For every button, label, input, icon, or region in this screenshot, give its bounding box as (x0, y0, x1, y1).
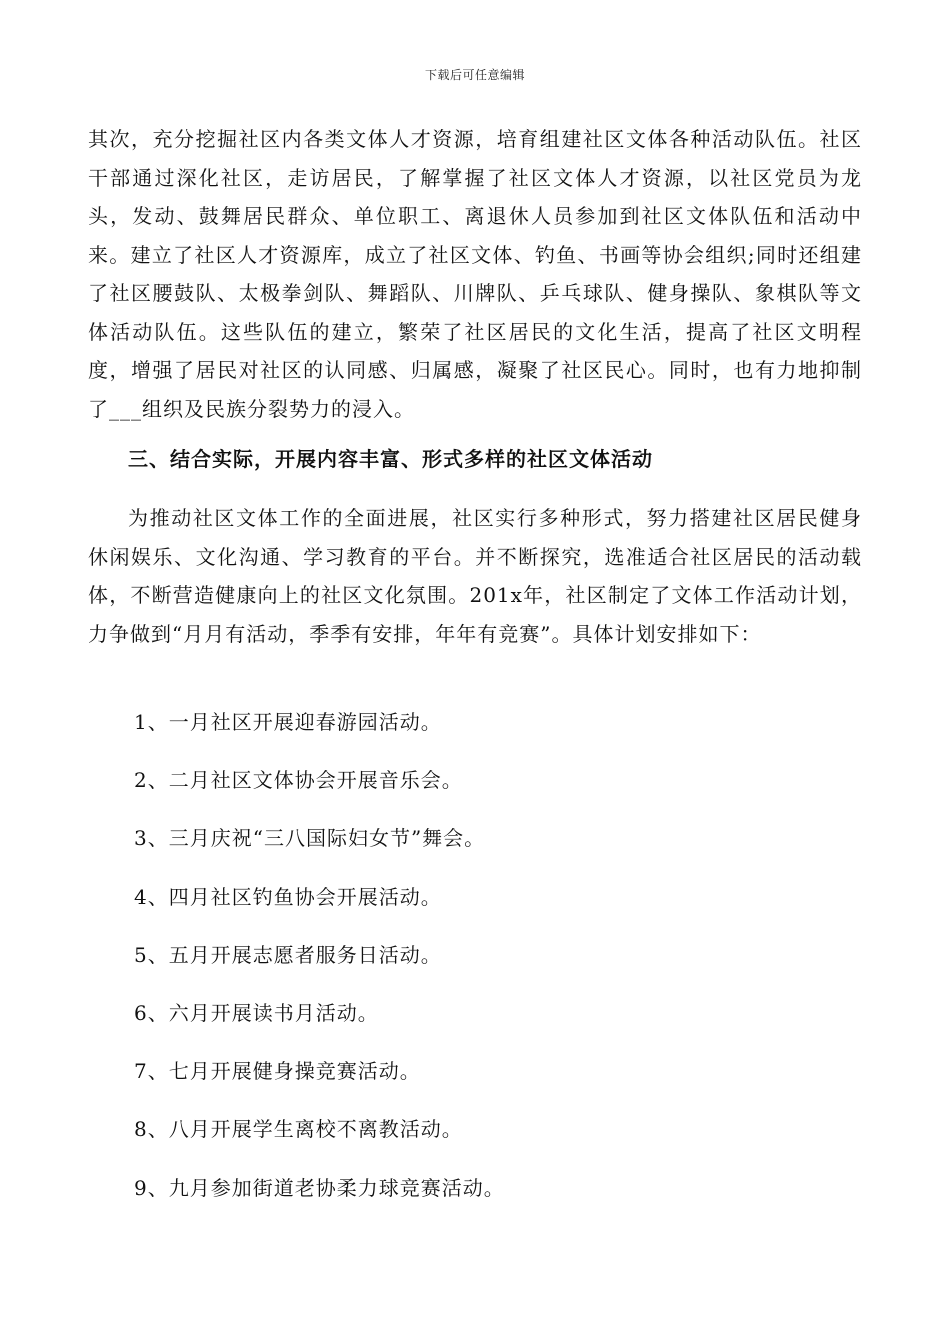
paragraph-activity-plan-intro: 为推动社区文体工作的全面进展，社区实行多种形式，努力搭建社区居民健身休闲娱乐、文化沟通、学习教育的平台。并不断探究，选准适合社区居民的活动载体，不断营造健康向上的社区文化氛围。201x年，社区制定了文体工作活动计划，力争做到“月月有活动，季季有安排，年年有竞赛”。具体计划安排如下： (88, 506, 862, 646)
section-heading-three: 三、结合实际，开展内容丰富、形式多样的社区文体活动 (128, 447, 653, 471)
plan-item: 7、七月开展健身操竞赛活动。 (134, 1059, 421, 1084)
plan-item: 4、四月社区钓鱼协会开展活动。 (134, 884, 442, 909)
paragraph-talent-teams: 其次，充分挖掘社区内各类文体人才资源，培育组建社区文体各种活动队伍。社区干部通过深化社区，走访居民，了解掌握了社区文体人才资源，以社区党员为龙头，发动、鼓舞居民群众、单位职工、离退休人员参加到社区文体队伍和活动中来。建立了社区人才资源库，成立了社区文体、钓鱼、书画等协会组织;同时还组建了社区腰鼓队、太极拳剑队、舞蹈队、川牌队、乒乓球队、健身操队、象棋队等文体活动队伍。这些队伍的建立，繁荣了社区居民的文化生活，提高了社区文明程度，增强了居民对社区的认同感、归属感，凝聚了社区民心。同时，也有力地抑制了___组织及民族分裂势力的浸入。 (88, 127, 862, 421)
plan-item: 9、九月参加街道老协柔力球竞赛活动。 (134, 1175, 505, 1200)
plan-item: 1、一月社区开展迎春游园活动。 (134, 710, 442, 734)
plan-item: 5、五月开展志愿者服务日活动。 (134, 942, 442, 967)
document-body (88, 120, 862, 428)
plan-item: 2、二月社区文体协会开展音乐会。 (134, 768, 463, 793)
monthly-plan-list (134, 707, 505, 1231)
plan-item: 6、六月开展读书月活动。 (134, 1000, 379, 1025)
plan-item: 8、八月开展学生离校不离教活动。 (134, 1117, 463, 1142)
download-note: 下载后可任意编辑 (424, 68, 525, 82)
plan-item: 3、三月庆祝“三八国际妇女节”舞会。 (134, 826, 486, 851)
